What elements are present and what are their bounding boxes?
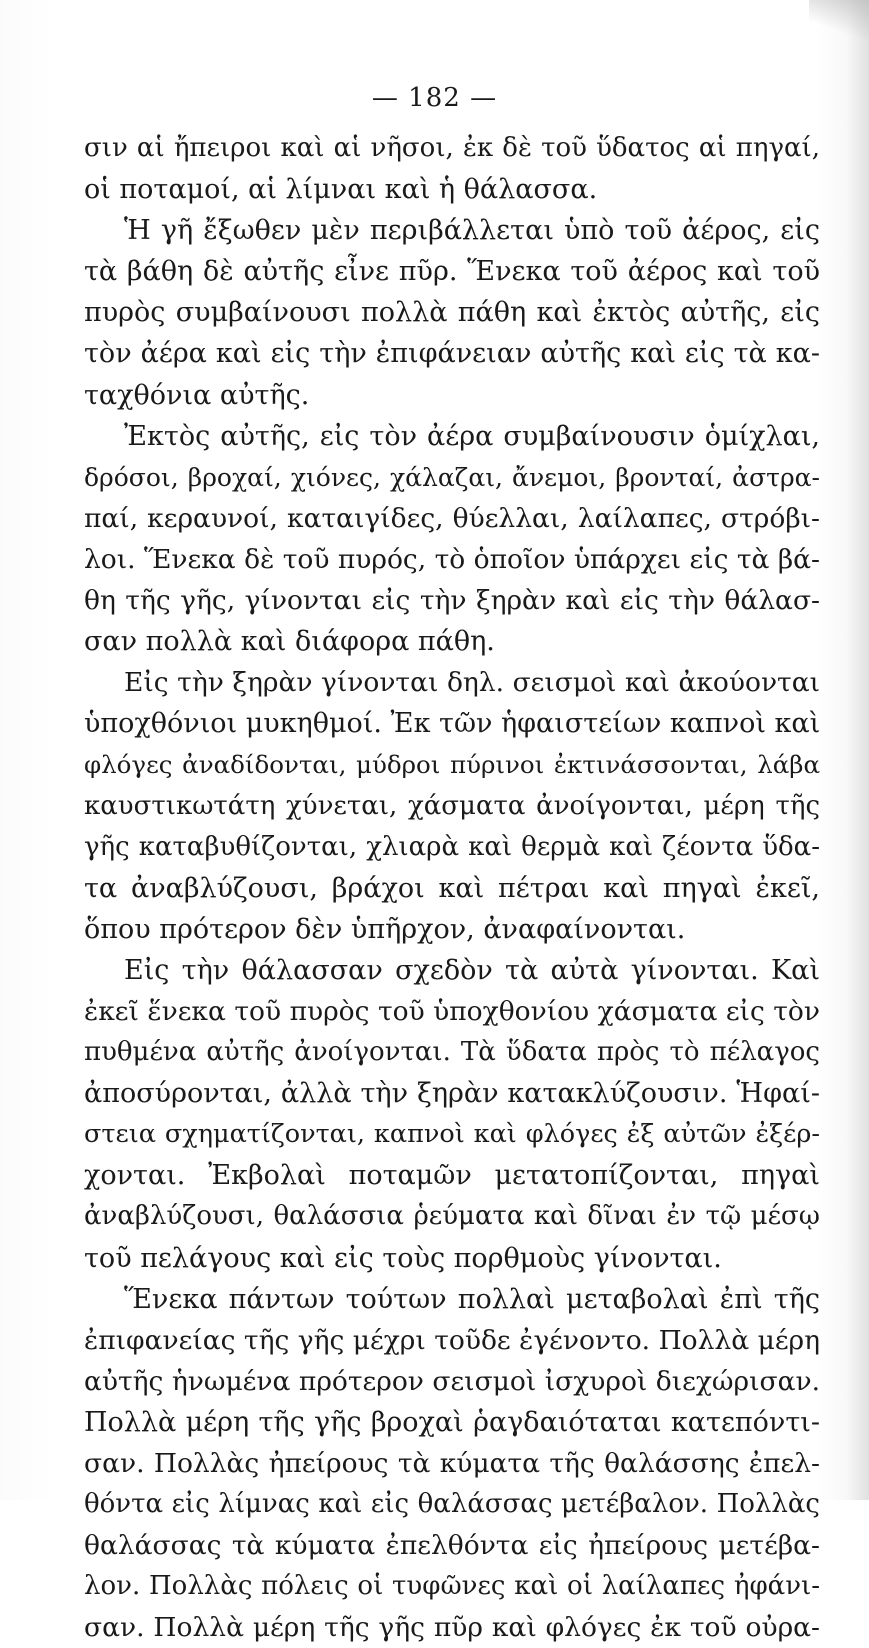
text-line: Πολλὰ μέρη τῆς γῆς βροχαὶ ῥαγδαιόταται κατεπόντι- [84, 1406, 820, 1438]
text-line: τοῦ πελάγους καὶ εἰς τοὺς πορθμοὺς γίνονται. [84, 1242, 722, 1274]
page-corner-shadow [809, 0, 869, 40]
text-line: πυθμένα αὐτῆς ἀνοίγονται. Τὰ ὕδατα πρὸς τὸ πέλαγος [84, 1037, 820, 1068]
text-line: τὰ βάθη δὲ αὐτῆς εἶνε πῦρ. Ἕνεκα τοῦ ἀέρος καὶ τοῦ [84, 256, 820, 288]
text-line: πυρὸς συμβαίνουσι πολλὰ πάθη καὶ ἐκτὸς αὐτῆς, εἰς [84, 297, 820, 329]
text-line: γῆς καταβυθίζονται, χλιαρὰ καὶ θερμὰ καὶ ζέοντα ὕδα- [84, 831, 820, 862]
text-line: Ἡ γῆ ἔξωθεν μὲν περιβάλλεται ὑπὸ τοῦ ἀέρος, εἰς [124, 215, 820, 247]
text-line: Εἰς τὴν θάλασσαν σχεδὸν τὰ αὐτὰ γίνονται. Καὶ [124, 954, 820, 986]
body-text [84, 128, 820, 1648]
text-line: ἀποσύρονται, ἀλλὰ τὴν ξηρὰν κατακλύζουσιν. Ἡφαί- [84, 1078, 820, 1110]
text-line: σιν αἱ ἤπειροι καὶ αἱ νῆσοι, ἐκ δὲ τοῦ ὕδατος αἱ πηγαί, [84, 133, 820, 163]
text-line: ὑποχθόνιοι μυκηθμοί. Ἐκ τῶν ἡφαιστείων καπνοὶ καὶ [84, 708, 821, 740]
text-line: Ἕνεκα πάντων τούτων πολλαὶ μεταβολαὶ ἐπὶ τῆς [124, 1283, 820, 1315]
text-line: λον. Πολλὰς πόλεις οἱ τυφῶνες καὶ οἱ λαίλαπες ἠφάνι- [84, 1571, 820, 1602]
text-line: λοι. Ἕνεκα δὲ τοῦ πυρός, τὸ ὁποῖον ὑπάρχει εἰς τὰ βά- [84, 543, 820, 575]
text-line: σαν πολλὰ καὶ διάφορα πάθη. [84, 626, 495, 658]
text-line: οἱ ποταμοί, αἱ λίμναι καὶ ἡ θάλασσα. [84, 174, 598, 206]
text-line: στεια σχηματίζονται, καπνοὶ καὶ φλόγες ἐξ αὐτῶν ἐξέρ- [84, 1119, 820, 1150]
text-line: σαν. Πολλὰς ἠπείρους τὰ κύματα τῆς θαλάσσης ἐπελ- [84, 1448, 820, 1479]
text-line: ἐπιφανείας τῆς γῆς μέχρι τοῦδε ἐγένοντο. Πολλὰ μέρη [84, 1324, 820, 1356]
text-line: τὸν ἀέρα καὶ εἰς τὴν ἐπιφάνειαν αὐτῆς καὶ εἰς τὰ κα- [84, 338, 820, 370]
text-line: Εἰς τὴν ξηρὰν γίνονται δηλ. σεισμοὶ καὶ ἀκούονται [124, 667, 820, 699]
text-line: φλόγες ἀναδίδονται, μύδροι πύρινοι ἐκτινάσσονται, λάβα [84, 750, 820, 780]
text-line: Ἐκτὸς αὐτῆς, εἰς τὸν ἀέρα συμβαίνουσιν ὁμίχλαι, [124, 420, 820, 452]
text-line: αὐτῆς ἡνωμένα πρότερον σεισμοὶ ἰσχυροὶ διεχώρισαν. [84, 1365, 820, 1397]
page-number: — 182 — [371, 83, 498, 113]
page-edge-shadow [847, 0, 869, 1500]
text-line: τα ἀναβλύζουσι, βράχοι καὶ πέτραι καὶ πηγαὶ ἐκεῖ, [84, 872, 820, 904]
text-line: θόντα εἰς λίμνας καὶ εἰς θαλάσσας μετέβαλον. Πολλὰς [84, 1489, 820, 1520]
text-line: χονται. Ἐκβολαὶ ποταμῶν μετατοπίζονται, πηγαὶ [84, 1160, 820, 1192]
text-line: καυστικωτάτη χύνεται, χάσματα ἀνοίγονται, μέρη τῆς [84, 790, 820, 821]
text-line: ταχθόνια αὐτῆς. [84, 379, 310, 411]
text-line: θη τῆς γῆς, γίνονται εἰς τὴν ξηρὰν καὶ εἰς τὴν θάλασ- [84, 585, 820, 617]
text-line: θαλάσσας τὰ κύματα ἐπελθόντα εἰς ἠπείρους μετέβα- [84, 1530, 820, 1562]
text-line: σαν. Πολλὰ μέρη τῆς γῆς πῦρ καὶ φλόγες ἐκ τοῦ οὐρα- [84, 1612, 820, 1644]
text-line: ὅπου πρότερον δὲν ὑπῆρχον, ἀναφαίνονται. [84, 913, 686, 945]
text-line: ἐκεῖ ἕνεκα τοῦ πυρὸς τοῦ ὑποχθονίου χάσματα εἰς τὸν [84, 995, 820, 1027]
text-line: παί, κεραυνοί, καταιγίδες, θύελλαι, λαίλαπες, στρόβι- [84, 502, 820, 534]
text-line: ἀναβλύζουσι, θαλάσσια ῥεύματα καὶ δῖναι ἐν τῷ μέσῳ [84, 1201, 820, 1232]
text-line: δρόσοι, βροχαί, χιόνες, χάλαζαι, ἄνεμοι, βρονταί, ἀστρα- [84, 462, 820, 492]
